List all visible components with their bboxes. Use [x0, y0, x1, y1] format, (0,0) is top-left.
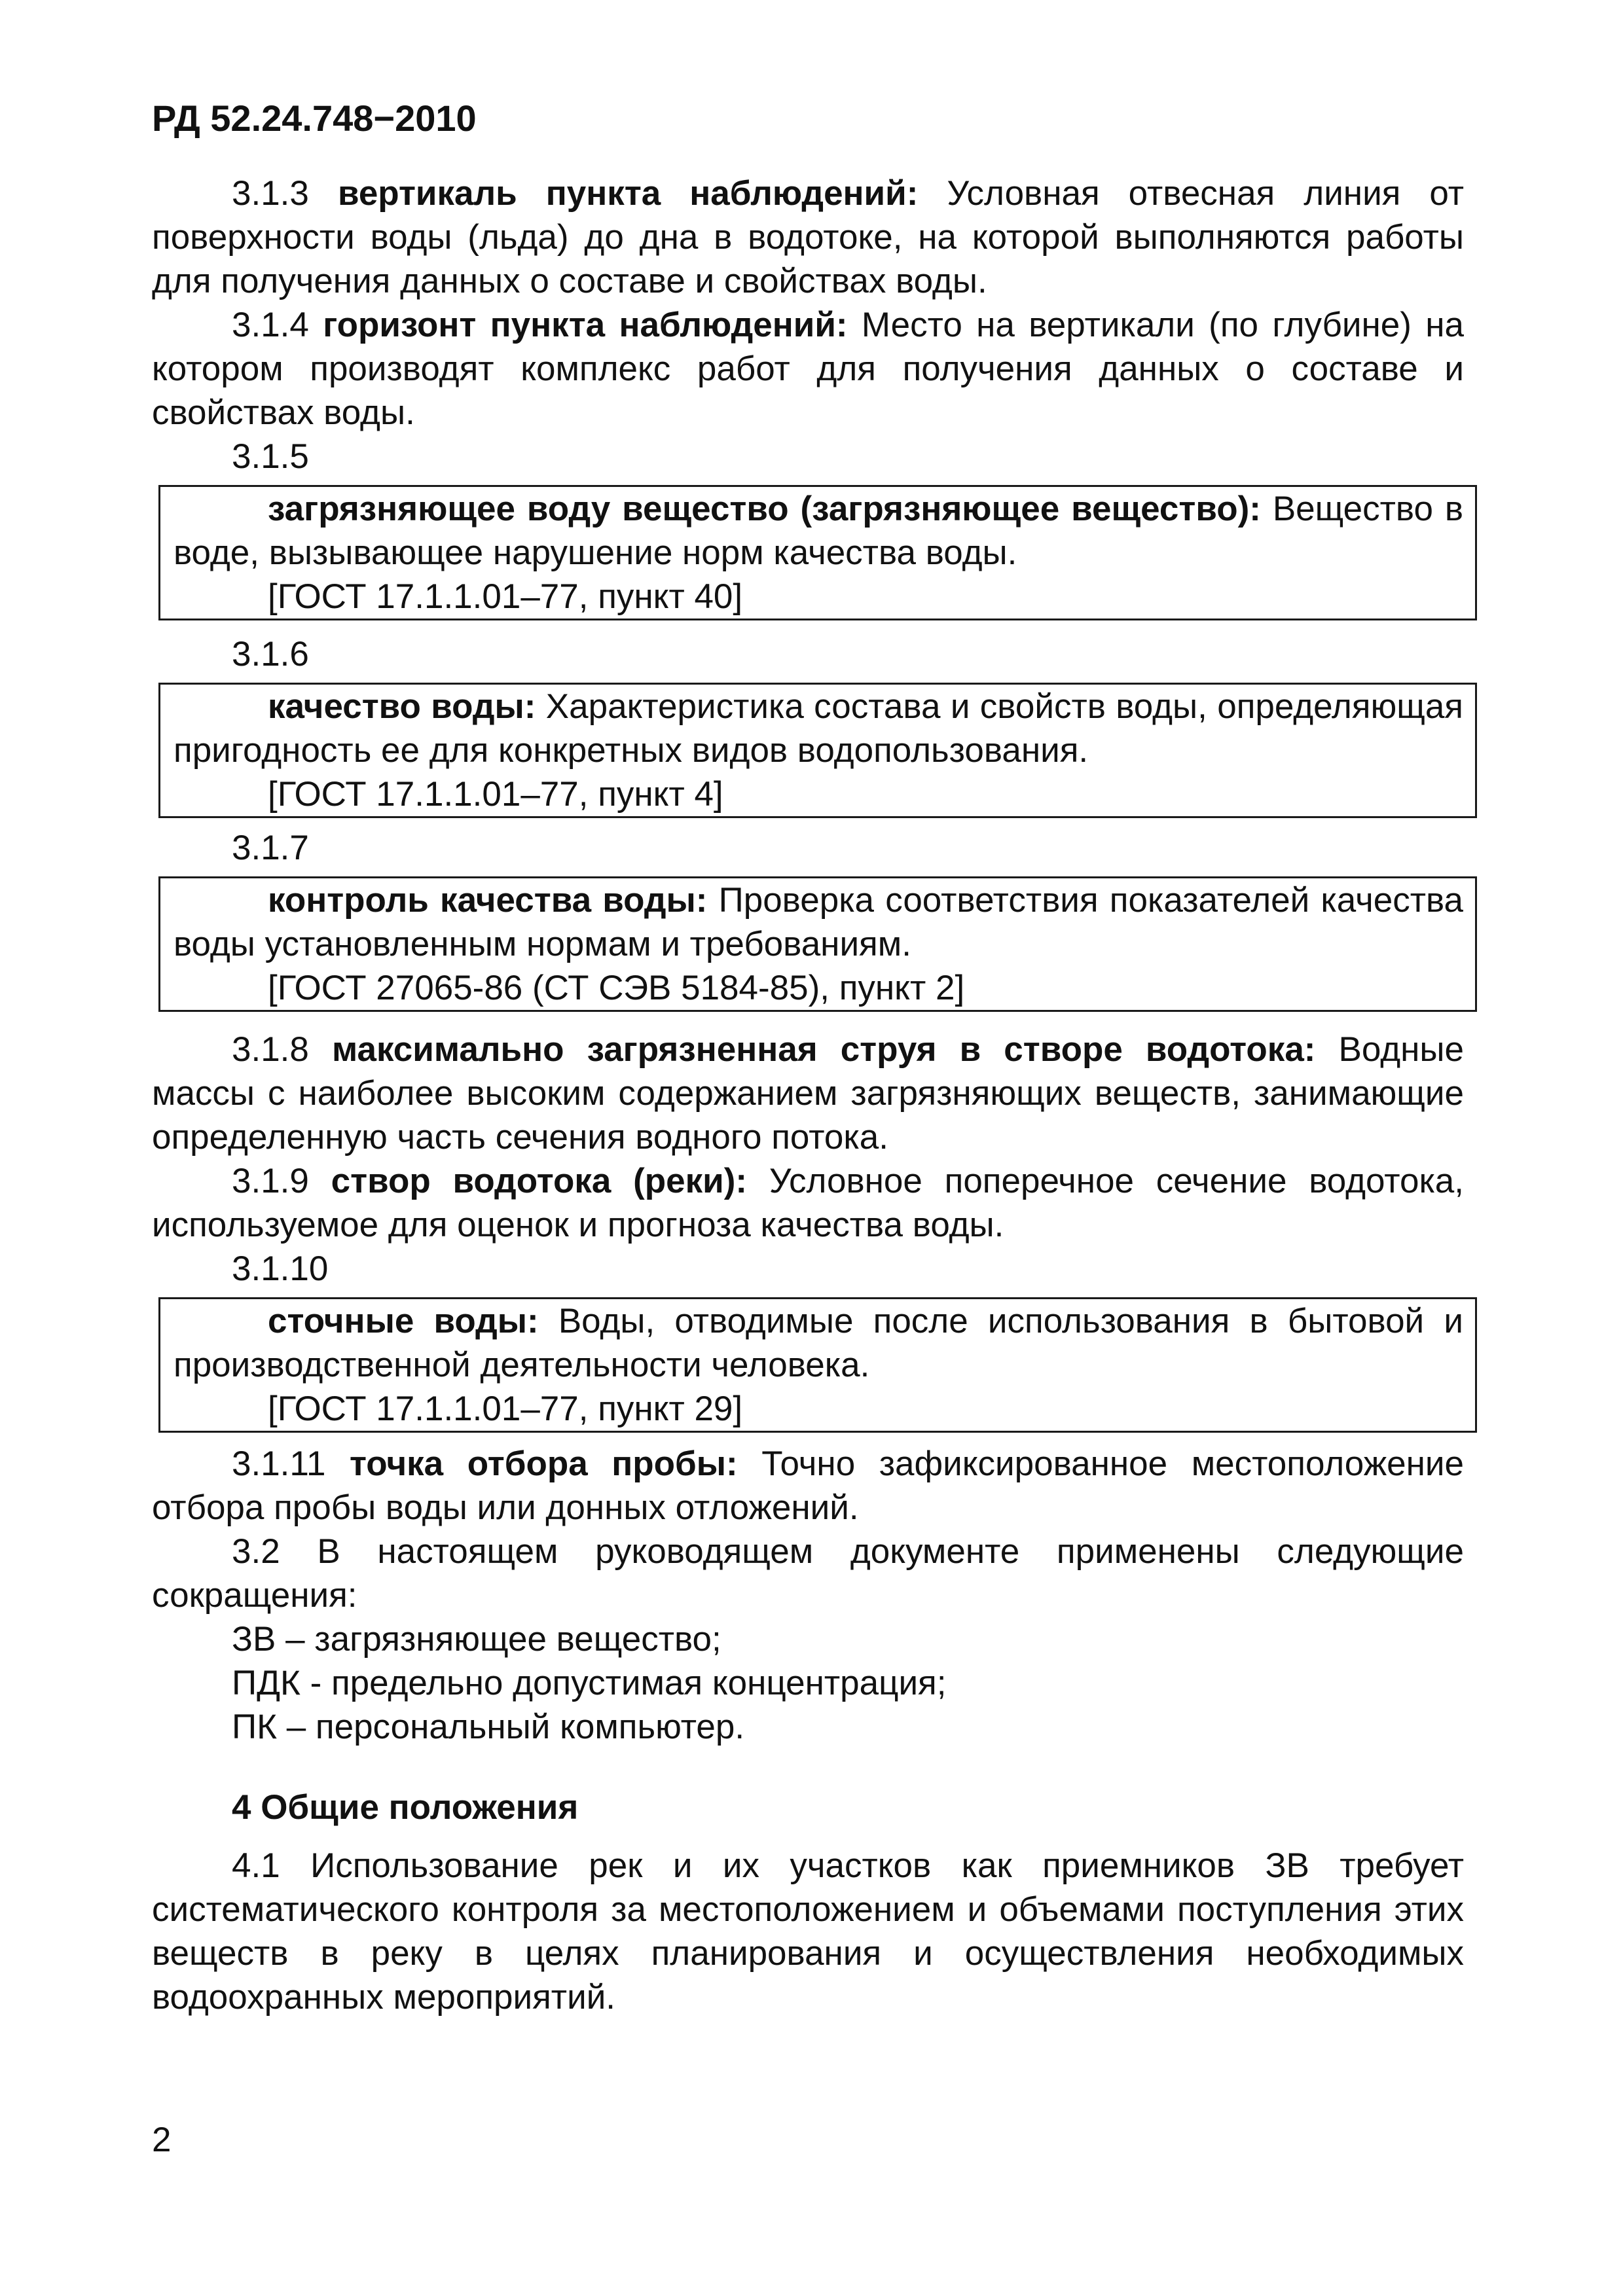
item-number-3-1-5: 3.1.5 — [232, 437, 309, 476]
term: сточные воды: — [268, 1302, 539, 1340]
source-reference: [ГОСТ 17.1.1.01–77, пункт 4] — [268, 775, 723, 814]
term: вертикаль пункта наблюдений: — [337, 174, 919, 213]
item-number: 3.1.11 — [232, 1444, 326, 1483]
item-number: 3.1.8 — [232, 1030, 309, 1069]
term: контроль качества воды: — [268, 881, 708, 920]
item-number-3-1-10: 3.1.10 — [232, 1249, 329, 1288]
paragraph-4-1: 4.1 Использование рек и их участков как приемников ЗВ требует систематического контроля за местоположением и объемами поступления этих веществ в реку в целях планирования и осуществления необходимых водоохранных мероприятий. — [152, 1846, 1464, 2017]
definition-3-1-4 — [152, 303, 1464, 435]
definition-text: Характеристика состава и свойств воды, определяющая пригодность ее для конкретных видов водопользования. — [173, 687, 1463, 770]
definition-3-1-5 — [173, 487, 1463, 575]
definition-text: Вещество в воде, вызывающее нарушение норм качества воды. — [173, 490, 1463, 572]
section-heading: 4 Общие положения — [232, 1788, 579, 1827]
source-reference: [ГОСТ 17.1.1.01–77, пункт 29] — [268, 1390, 743, 1428]
definition-3-1-10 — [173, 1299, 1463, 1387]
item-number: 3.1.4 — [232, 306, 309, 344]
definition-box-3-1-10 — [158, 1297, 1477, 1433]
term: точка отбора пробы: — [350, 1444, 738, 1483]
page-number: 2 — [152, 2121, 172, 2159]
source-reference: [ГОСТ 27065-86 (СТ СЭВ 5184-85), пункт 2] — [268, 969, 965, 1007]
definition-3-1-9 — [152, 1159, 1464, 1247]
document-code: РД 52.24.748−2010 — [152, 98, 477, 139]
item-number: 3.1.9 — [232, 1162, 309, 1200]
term: качество воды: — [268, 687, 536, 726]
page-content — [152, 171, 1464, 2019]
term: створ водотока (реки): — [331, 1162, 748, 1200]
definition-3-1-11 — [152, 1442, 1464, 1530]
definition-box-3-1-6 — [158, 683, 1477, 818]
source-reference: [ГОСТ 17.1.1.01–77, пункт 40] — [268, 577, 743, 616]
definition-3-1-7 — [173, 878, 1463, 966]
abbreviation-item: ПК – персональный компьютер. — [232, 1708, 745, 1746]
definition-text: Проверка соответствия показателей качества воды установленным нормам и требованиям. — [173, 881, 1464, 963]
item-number: 3.1.3 — [232, 174, 309, 213]
item-number-3-1-6: 3.1.6 — [232, 635, 309, 673]
term: горизонт пункта наблюдений: — [323, 306, 848, 344]
term: загрязняющее воду вещество (загрязняющее вещество): — [268, 490, 1261, 528]
definition-text: Условное поперечное сечение водотока, используемое для оценок и прогноза качества воды. — [152, 1162, 1465, 1244]
definition-box-3-1-5 — [158, 485, 1477, 620]
definition-text: Место на вертикали (по глубине) на котором производят комплекс работ для получения данных о составе и свойствах воды. — [152, 306, 1464, 432]
abbreviation-item: ЗВ – загрязняющее вещество; — [232, 1620, 721, 1659]
definition-3-1-8 — [152, 1028, 1464, 1159]
item-number-3-1-7: 3.1.7 — [232, 829, 309, 867]
definition-text: Воды, отводимые после использования в бытовой и производственной деятельности человека. — [173, 1302, 1463, 1384]
definition-text: Условная отвесная линия от поверхности воды (льда) до дна в водотоке, на которой выполняются работы для получения данных о составе и свойствах воды. — [152, 174, 1465, 300]
term: максимально загрязненная струя в створе водотока: — [331, 1030, 1316, 1069]
definition-text: Точно зафиксированное местоположение отбора пробы воды или донных отложений. — [152, 1444, 1464, 1527]
definition-3-1-3 — [152, 171, 1464, 303]
abbreviation-item: ПДК - предельно допустимая концентрация; — [232, 1664, 947, 1702]
abbreviations-intro: 3.2 В настоящем руководящем документе применены следующие сокращения: — [152, 1532, 1464, 1615]
definition-box-3-1-7 — [158, 876, 1477, 1012]
definition-text: Водные массы с наиболее высоким содержанием загрязняющих веществ, занимающие определенную часть сечения водного потока. — [152, 1030, 1464, 1157]
definition-3-1-6 — [173, 685, 1463, 772]
